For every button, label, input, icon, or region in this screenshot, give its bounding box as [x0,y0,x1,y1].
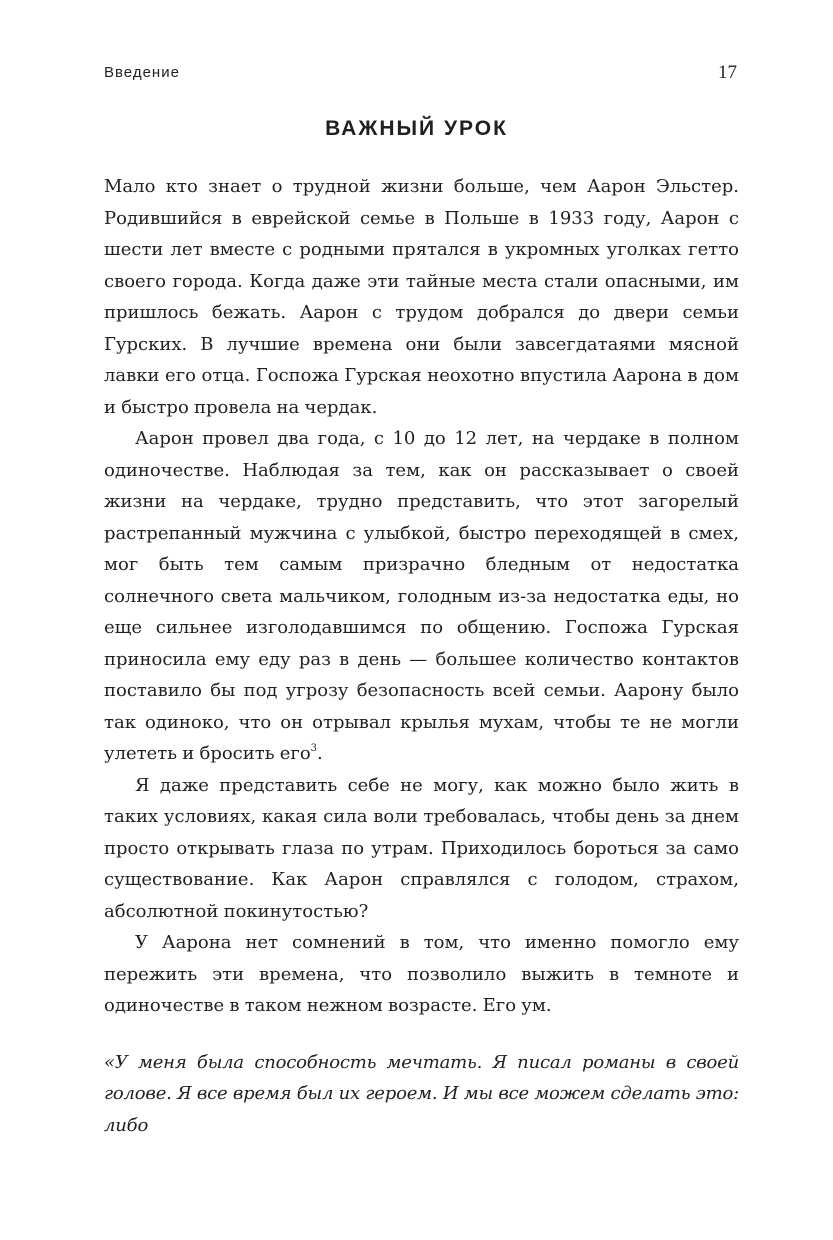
paragraph-3: Я даже представить себе не могу, как можно было жить в таких условиях, какая сила воли требовалась, чтобы день за днем просто открывать глаза по утрам. Приходилось бороться за само существование. Как Аарон справлялся с голодом, страхом, абсолютной покинутостью? [104,774,739,922]
paragraph-4: У Аарона нет сомнений в том, что именно помогло ему пережить эти времена, что позволило выжить в темноте и одиночестве в таком нежном возрасте. Его ум. [104,932,739,1016]
paragraph-2-text: Аарон провел два года, с 10 до 12 лет, на чердаке в полном одиночестве. Наблюдая за тем, как он рассказывает о своей жизни на чердаке, трудно представить, что этот загорелый растрепанный мужчина с улыбкой, быстро переходящей в смех, мог быть тем самым призрачно бледным от недостатка солнечного света мальчиком, голодным из-за недостатка еды, но еще сильнее изголодавшимся по общению. Госпожа Гурская приносила ему еду раз в день — большее количество контактов поставило бы под угрозу безопасность всей семьи. Аарону было так одиноко, что он отрывал крылья мухам, чтобы те не могли улететь и бросить его [104,428,739,764]
paragraph-2-tail: . [317,743,323,764]
running-head: Введение [104,64,180,81]
chapter-title: ВАЖНЫЙ УРОК [325,117,508,140]
paragraph-1: Мало кто знает о трудной жизни больше, чем Аарон Эльстер. Родившийся в еврейской семье в Польше в 1933 году, Аарон с шести лет вместе с родными прятался в укромных уголках гетто своего города. Когда даже эти тайные места стали опасными, им пришлось бежать. Аарон с трудом добрался до двери семьи Гурских. В лучшие времена они были завсегдатаями мясной лавки его отца. Госпожа Гурская неохотно впустила Аарона в дом и быстро провела на чердак. [104,176,739,418]
page-number: 17 [718,62,737,83]
paragraph-2 [104,423,739,770]
quote-paragraph: «У меня была способность мечтать. Я писал романы в своей голове. Я все время был их героем. И мы все можем сделать это: либо [104,1051,739,1136]
footnote-reference[interactable]: 3 [310,743,318,754]
body-text [104,171,739,1141]
